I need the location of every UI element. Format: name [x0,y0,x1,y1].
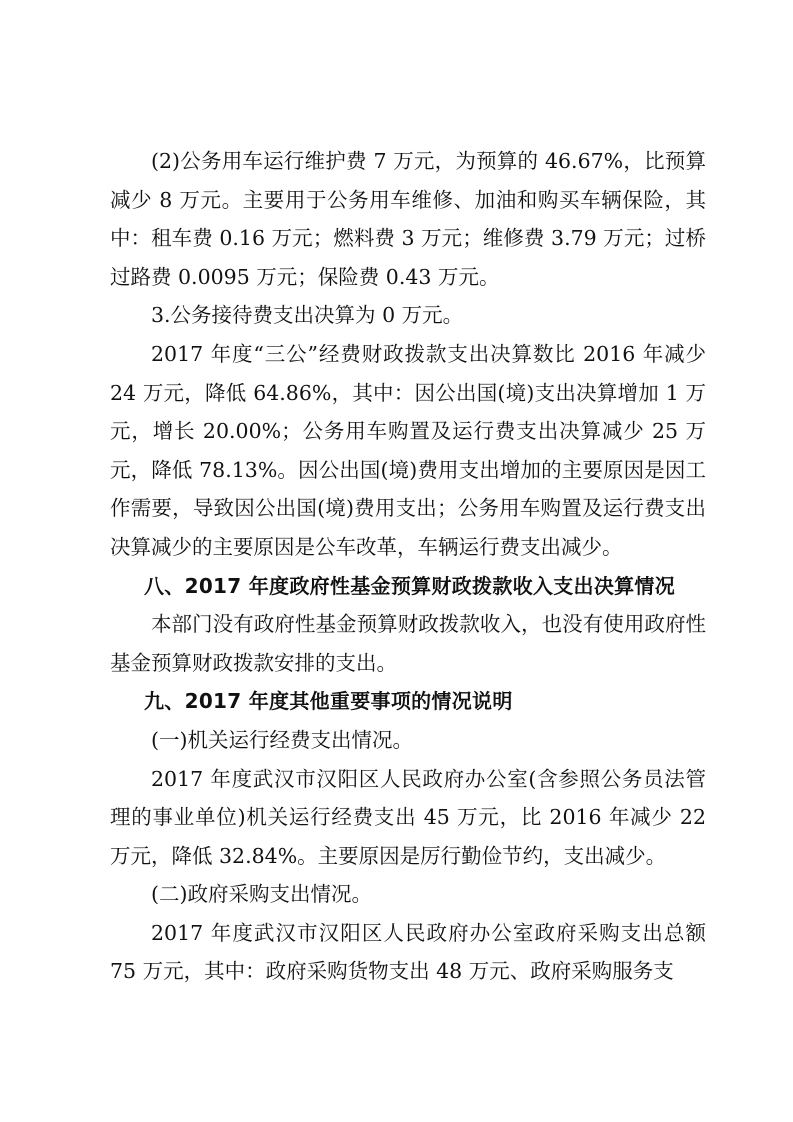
paragraph-reception-expense: 3.公务接待费支出决算为 0 万元。 [151,303,464,328]
paragraph-vehicle-maintenance: (2)公务用车运行维护费 7 万元，为预算的 46.67%，比预算减少 8 万元。主要用于公务用车维修、加油和购买车辆保险，其中：租车费 0.16 万元；燃料费 3 万元；维修费 3.79 万元；过桥过路费 0.0095 万元；保险费 0.43 万元。 [110,149,706,289]
subheading-procurement: (二)政府采购支出情况。 [151,882,372,907]
heading-section-9: 九、2017 年度其他重要事项的情况说明 [144,689,513,714]
paragraph-operating-expense: 2017 年度武汉市汉阳区人民政府办公室(含参照公务员法管理的事业单位)机关运行经费支出 45 万元，比 2016 年减少 22 万元，降低 32.84%。主要原因是厉行勤俭节约，支出减少。 [110,766,706,868]
paragraph-gov-fund: 本部门没有政府性基金预算财政拨款收入，也没有使用政府性基金预算财政拨款安排的支出。 [110,612,706,675]
subheading-operating-expense: (一)机关运行经费支出情况。 [151,727,413,752]
paragraph-three-public-summary: 2017 年度“三公”经费财政拨款支出决算数比 2016 年减少 24 万元，降低 64.86%，其中：因公出国(境)支出决算增加 1 万元，增长 20.00%；公务用车购置及运行费支出决算减少 25 万元，降低 78.13%。因公出国(境)费用支出增加的主要原因是因工作需要，导致因公出国(境)费用支出；公务用车购置及运行费支出决算减少的主要原因是公车改革，车辆运行费支出减少。 [110,341,706,559]
paragraph-procurement: 2017 年度武汉市汉阳区人民政府办公室政府采购支出总额 75 万元，其中：政府采购货物支出 48 万元、政府采购服务支 [110,920,706,984]
document-body [110,142,706,991]
heading-section-8: 八、2017 年度政府性基金预算财政拨款收入支出决算情况 [144,573,676,598]
